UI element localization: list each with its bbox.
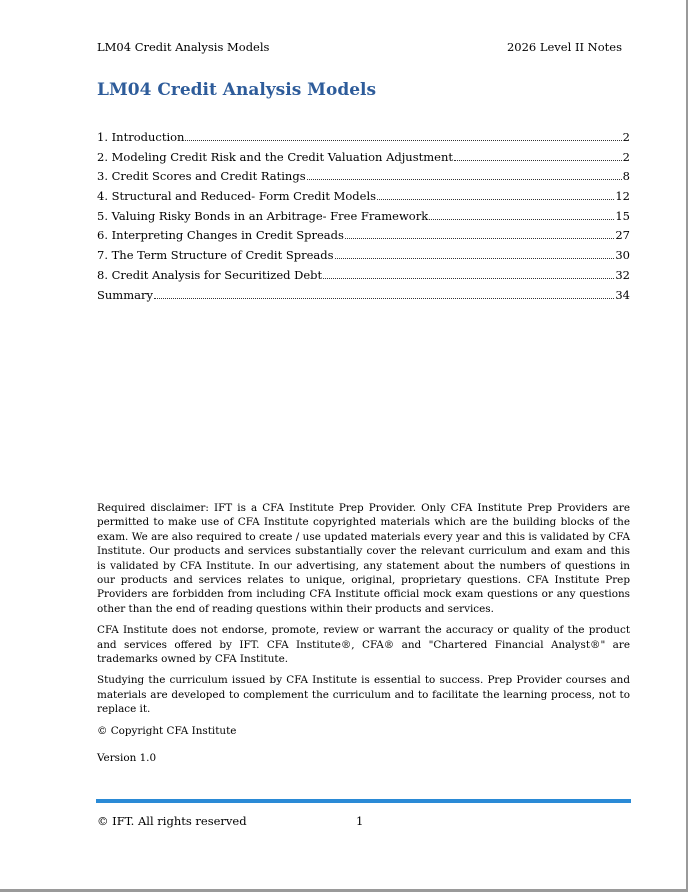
toc-entry-label: 5. Valuing Risky Bonds in an Arbitrage- Free Framework xyxy=(97,208,429,223)
page-header xyxy=(97,40,631,58)
document-title: LM04 Credit Analysis Models xyxy=(97,80,377,100)
toc-entry-label: 4. Structural and Reduced- Form Credit Models xyxy=(97,189,377,204)
toc-entry[interactable] xyxy=(97,248,630,268)
toc-entry[interactable] xyxy=(97,150,630,170)
disclaimer-paragraph-trademarks: CFA Institute does not endorse, promote, review or warrant the accuracy or quality of the product and services offered by IFT. CFA Institute®, CFA® and "Chartered Financial Analyst®" are trademarks owned by CFA Institute. xyxy=(97,624,630,666)
table-of-contents xyxy=(97,130,630,307)
toc-dot-leader xyxy=(323,268,614,279)
toc-entry[interactable] xyxy=(97,130,630,150)
toc-entry-label: 7. The Term Structure of Credit Spreads xyxy=(97,248,334,263)
version-label: Version 1.0 xyxy=(97,752,157,764)
toc-entry-label: 1. Introduction xyxy=(97,130,185,144)
toc-entry[interactable] xyxy=(97,209,630,229)
header-edition: 2026 Level II Notes xyxy=(506,40,622,54)
toc-entry[interactable] xyxy=(97,288,630,308)
disclaimer-block xyxy=(97,501,630,745)
toc-dot-leader xyxy=(154,288,614,299)
toc-dot-leader xyxy=(454,150,622,161)
toc-entry-label: 6. Interpreting Changes in Credit Spreads xyxy=(97,228,344,243)
disclaimer-paragraph-prep-provider: Required disclaimer: IFT is a CFA Institute Prep Provider. Only CFA Institute Prep Providers are permitted to make use of CFA Institute copyrighted materials which are the building blocks of the exam. We are also required to create / use updated materials every year and this is validated by CFA Institute. Our products and services substantially cover the relevant curriculum and exam and this is validated by CFA Institute. In our advertising, any statement about the numbers of questions in our products and services relates to unique, original, proprietary questions. CFA Institute Prep Providers are forbidden from including CFA Institute official mock exam questions or any questions other than the end of reading questions within their products and services. xyxy=(97,502,630,615)
toc-entry-page: 12 xyxy=(615,189,630,204)
toc-entry-page: 2 xyxy=(622,149,630,164)
toc-dot-leader xyxy=(429,209,614,220)
toc-entry-label: 3. Credit Scores and Credit Ratings xyxy=(97,169,306,184)
toc-entry[interactable] xyxy=(97,189,630,209)
toc-entry[interactable] xyxy=(97,228,630,248)
toc-entry-page: 8 xyxy=(622,169,630,184)
toc-entry-label: 2. Modeling Credit Risk and the Credit Valuation Adjustment xyxy=(97,149,453,164)
toc-entry-page: 30 xyxy=(615,248,630,263)
footer-page-number: 1 xyxy=(356,814,364,828)
toc-dot-leader xyxy=(307,169,622,180)
toc-entry-page: 32 xyxy=(615,267,630,282)
header-document-title: LM04 Credit Analysis Models xyxy=(97,40,270,54)
toc-entry[interactable] xyxy=(97,169,630,189)
footer-rights: © IFT. All rights reserved xyxy=(97,814,247,828)
footer-rule xyxy=(96,799,631,803)
toc-entry-page: 34 xyxy=(615,287,630,302)
toc-entry-page: 15 xyxy=(615,208,630,223)
toc-dot-leader xyxy=(185,130,621,141)
toc-dot-leader xyxy=(335,248,615,259)
toc-entry-label: 8. Credit Analysis for Securitized Debt xyxy=(97,267,323,282)
copyright-notice: © Copyright CFA Institute xyxy=(97,724,237,737)
toc-entry-page: 2 xyxy=(622,130,630,144)
toc-entry[interactable] xyxy=(97,268,630,288)
toc-entry-label: Summary xyxy=(97,287,153,302)
toc-dot-leader xyxy=(345,228,614,239)
toc-dot-leader xyxy=(377,189,614,200)
disclaimer-paragraph-curriculum: Studying the curriculum issued by CFA Institute is essential to success. Prep Provider courses and materials are developed to complement the curriculum and to facilitate the learning process, not to replace it. xyxy=(97,674,630,716)
toc-entry-page: 27 xyxy=(615,228,630,243)
